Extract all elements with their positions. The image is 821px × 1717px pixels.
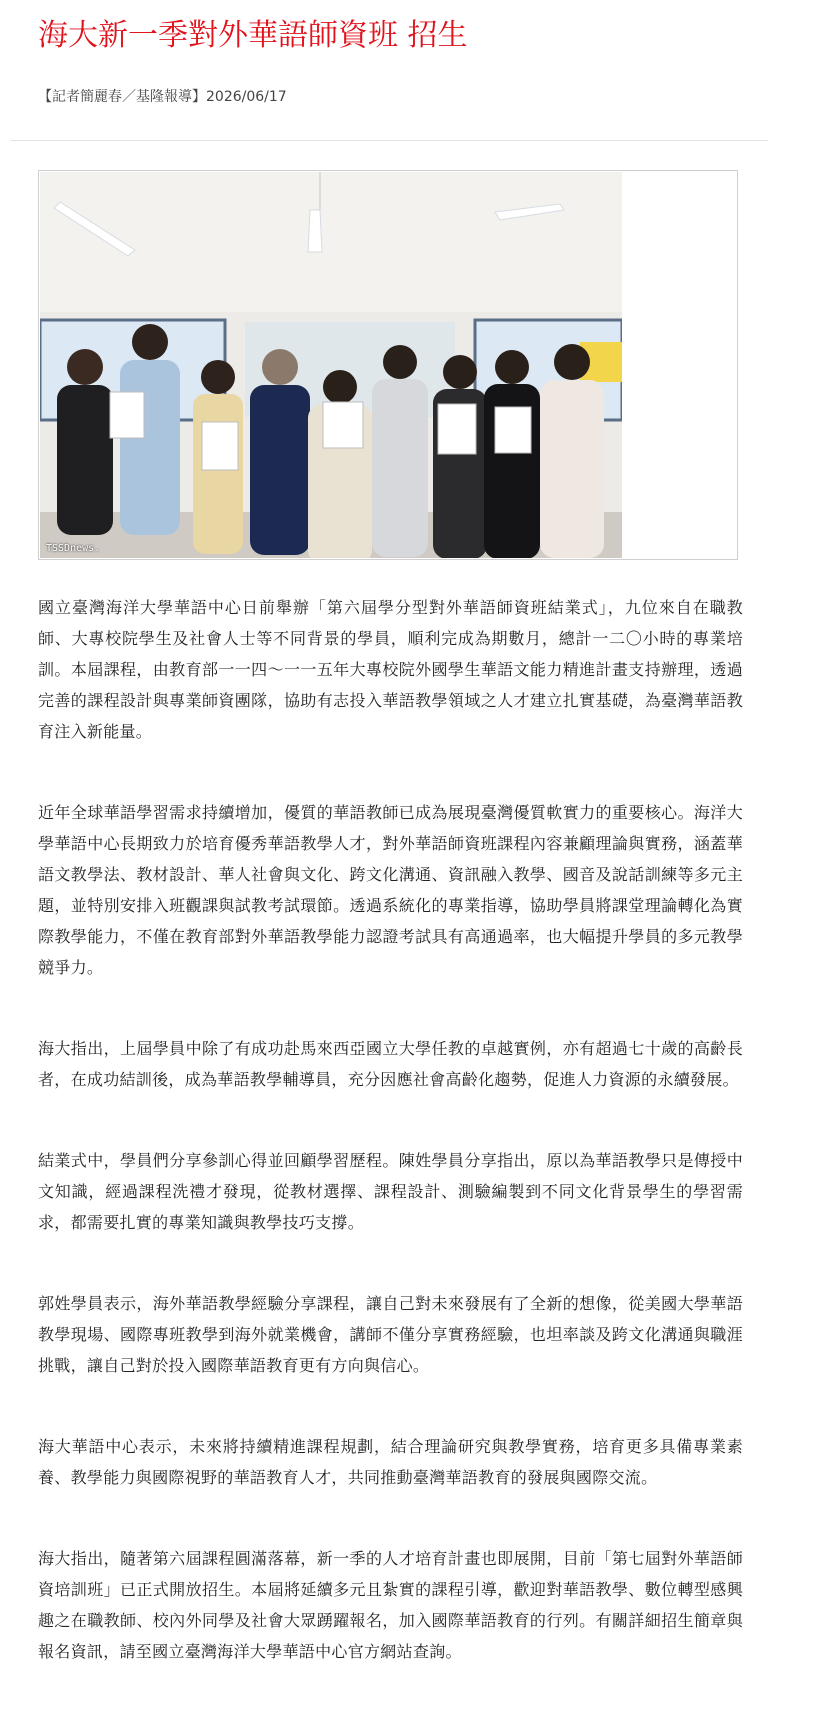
article-paragraph-1: 國立臺灣海洋大學華語中心日前舉辦「第六屆學分型對外華語師資班結業式」，九位來自在職教師、大專校院學生及社會人士等不同背景的學員，順利完成為期數月，總計一二〇小時的專業培訓。本屆課程，由教育部一一四～一一五年大專校院外國學生華語文能力精進計畫支持辦理，透過完善的課程設計與專業師資團隊，協助有志投入華語教學領域之人才建立扎實基礎，為臺灣華語教育注入新能量。 bbox=[38, 598, 743, 741]
article-paragraph-3: 海大指出，上屆學員中除了有成功赴馬來西亞國立大學任教的卓越實例，亦有超過七十歲的高齡長者，在成功結訓後，成為華語教學輔導員，充分因應社會高齡化趨勢，促進人力資源的永續發展。 bbox=[38, 1039, 743, 1089]
group-photo-illustration bbox=[40, 172, 622, 558]
article-body bbox=[38, 592, 743, 1717]
header-divider bbox=[10, 140, 768, 141]
article-title: 海大新一季對外華語師資班 招生 bbox=[38, 18, 468, 53]
photo-watermark: TSSDnews. bbox=[46, 543, 101, 554]
article-paragraph-7: 海大指出，隨著第六屆課程圓滿落幕，新一季的人才培育計畫也即展開，目前「第七屆對外華語師資培訓班」已正式開放招生。本屆將延續多元且紮實的課程引導，歡迎對華語教學、數位轉型感興趣之在職教師、校內外同學及社會大眾踴躍報名，加入國際華語教育的行列。有關詳細招生簡章與報名資訊，請至國立臺灣海洋大學華語中心官方網站查詢。 bbox=[38, 1549, 743, 1661]
article-byline: 【記者簡麗春／基隆報導】2026/06/17 bbox=[38, 89, 287, 105]
article-paragraph-6: 海大華語中心表示，未來將持續精進課程規劃，結合理論研究與教學實務，培育更多具備專業素養、教學能力與國際視野的華語教育人才，共同推動臺灣華語教育的發展與國際交流。 bbox=[38, 1437, 743, 1487]
article-paragraph-4: 結業式中，學員們分享參訓心得並回顧學習歷程。陳姓學員分享指出，原以為華語教學只是傳授中文知識，經過課程洗禮才發現，從教材選擇、課程設計、測驗編製到不同文化背景學生的學習需求，都需要扎實的專業知識與教學技巧支撐。 bbox=[38, 1151, 743, 1232]
article-paragraph-2: 近年全球華語學習需求持續增加，優質的華語教師已成為展現臺灣優質軟實力的重要核心。海洋大學華語中心長期致力於培育優秀華語教學人才，對外華語師資班課程內容兼顧理論與實務，涵蓋華語文教學法、教材設計、華人社會與文化、跨文化溝通、資訊融入教學、國音及說話訓練等多元主題，並特別安排入班觀課與試教考試環節。透過系統化的專業指導，協助學員將課堂理論轉化為實際教學能力，不僅在教育部對外華語教學能力認證考試具有高通過率，也大幅提升學員的多元教學競爭力。 bbox=[38, 803, 743, 977]
article-paragraph-5: 郭姓學員表示，海外華語教學經驗分享課程，讓自己對未來發展有了全新的想像，從美國大學華語教學現場、國際專班教學到海外就業機會，講師不僅分享實務經驗，也坦率談及跨文化溝通與職涯挑戰，讓自己對於投入國際華語教育更有方向與信心。 bbox=[38, 1294, 743, 1375]
article-photo[interactable] bbox=[40, 172, 622, 558]
article-photo-frame bbox=[38, 170, 738, 560]
